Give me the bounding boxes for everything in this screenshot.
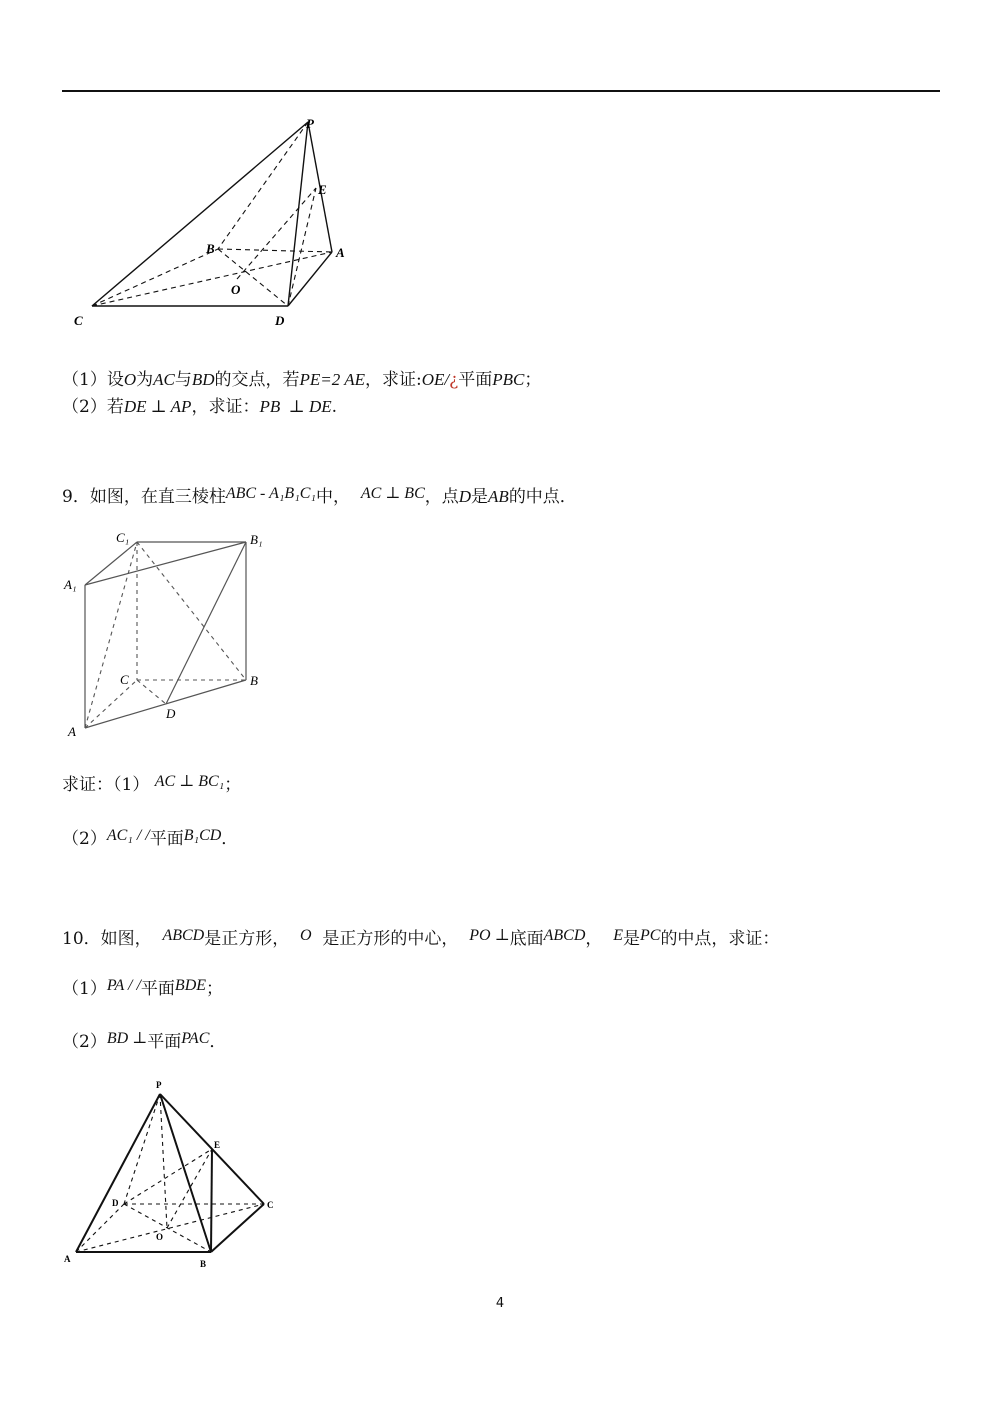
p8-question-2 [62, 396, 337, 418]
fig2-label-A: A [68, 724, 76, 739]
fig3-label-B: B [200, 1259, 207, 1269]
p9-q2-prefix: （2） [62, 829, 107, 849]
fig2-label-A1: A₁ [64, 577, 77, 592]
p10-q2-expr: BD ⊥ [106, 1030, 148, 1047]
p10-intro-ABCD: ABCD [162, 927, 205, 944]
p10-intro [62, 925, 779, 950]
p9-intro-D: D [458, 487, 472, 506]
p10-q2-t1: 平面 [147, 1032, 182, 1052]
fig3-label-D: D [112, 1198, 119, 1208]
fig3-label-E: E [214, 1140, 221, 1150]
page-number: 4 [495, 1296, 505, 1311]
p9-intro-num: 9．如图，在直三棱柱 [62, 487, 226, 507]
p10-intro-t2: 是正方形的中心， [322, 929, 459, 949]
p9-intro-perp: AC ⊥ BC [360, 485, 425, 502]
p10-q2-prefix: （2） [62, 1032, 107, 1052]
fig1-label-D: D [275, 313, 285, 328]
p10-intro-t6: 的中点，求证： [660, 929, 780, 949]
fig3-label-P: P [156, 1080, 162, 1090]
p8-q1-t5: 平面 [458, 370, 493, 390]
p9-q1-expr: AC ⊥ BC₁ [154, 773, 225, 790]
p10-intro-PO: PO ⊥ [469, 927, 510, 944]
p9-q2-plane: B₁CD [183, 827, 222, 844]
p9-intro [62, 483, 577, 508]
fig2-label-B: B [250, 673, 258, 688]
fig3-label-A: A [64, 1254, 71, 1264]
p9-q1-prefix: 求证：（1） [62, 775, 150, 795]
p8-q2-prefix: （2）若 [62, 397, 124, 417]
p9-intro-prism: ABC - A₁B₁C₁ [225, 485, 316, 502]
p9-intro-t1: 中， [316, 487, 350, 507]
p10-intro-base: ABCD [543, 927, 586, 944]
p8-q2-t1: ，求证： [191, 397, 260, 417]
p8-q1-t4: ，求证: [364, 370, 422, 390]
fig3-label-O: O [156, 1232, 164, 1242]
fig2-label-C: C [120, 672, 129, 687]
figure-pyramid-2 [58, 1076, 278, 1276]
p10-q1-expr: PA / / [106, 977, 141, 994]
p8-q1-t2: 与 [174, 370, 192, 390]
p10-intro-PC: PC [639, 927, 661, 944]
p8-q1-glyph: ¿ [449, 370, 459, 390]
p8-q1-t6: ； [524, 370, 542, 390]
p9-q1-end: ； [224, 775, 242, 795]
p10-q2-end: ． [209, 1032, 227, 1052]
p9-q2-expr: AC₁ / / [106, 827, 150, 844]
fig2-label-C1: C₁ [116, 530, 130, 545]
fig1-label-P: P [306, 116, 314, 131]
p8-question-1 [62, 369, 541, 391]
fig1-label-A: A [336, 245, 345, 260]
p9-q2-t1: 平面 [149, 829, 184, 849]
p8-q1-t3: 的交点，若 [214, 370, 300, 390]
p8-q1-BD: BD [191, 370, 215, 389]
p10-q1-t1: 平面 [140, 979, 175, 999]
fig2-label-B1: B₁ [250, 532, 263, 547]
figure-prism [60, 522, 280, 742]
fig3-label-C: C [267, 1200, 274, 1210]
p10-q2-plane: PAC [181, 1030, 210, 1047]
p9-question-2 [62, 825, 238, 850]
p10-intro-t1: 是正方形， [204, 929, 290, 949]
p8-q2-concl: PB ⊥ DE [259, 397, 332, 416]
p10-intro-num: 10．如图， [62, 929, 152, 949]
fig1-label-O: O [231, 282, 241, 297]
fig1-label-E: E [318, 182, 327, 197]
p8-q2-end: . [331, 397, 338, 417]
p9-q2-end: ． [221, 829, 239, 849]
header-rule [62, 90, 940, 92]
p10-intro-t5: 是 [622, 929, 640, 949]
p9-intro-t4: 的中点． [508, 487, 577, 507]
p8-q1-prefix: （1）设 [62, 370, 124, 390]
p10-question-1 [62, 975, 223, 1000]
p8-q1-AC: AC [153, 370, 175, 389]
p8-q2-cond: DE ⊥ AP [123, 397, 192, 416]
p10-q1-prefix: （1） [62, 979, 107, 999]
p10-question-2 [62, 1028, 226, 1053]
p8-q1-O: O [123, 370, 137, 389]
p8-q1-PBC: PBC [492, 370, 525, 389]
p10-intro-O: O [300, 927, 312, 944]
fig1-label-C: C [74, 313, 83, 328]
p9-intro-t2: ，点 [424, 487, 459, 507]
p10-q1-end: ； [206, 979, 224, 999]
p9-intro-AB: AB [488, 487, 509, 506]
p10-intro-E: E [613, 927, 623, 944]
fig2-label-D: D [166, 706, 176, 721]
p9-question-1 [62, 771, 241, 796]
p10-q1-plane: BDE [174, 977, 207, 994]
figure-pyramid-1 [70, 112, 360, 332]
p9-intro-t3: 是 [471, 487, 489, 507]
fig1-label-B: B [206, 241, 215, 256]
p8-q1-OE: OE/ [421, 370, 450, 389]
p10-intro-t4: ， [585, 929, 603, 949]
p8-q1-t1: 为 [136, 370, 154, 390]
p10-intro-t3: 底面 [509, 929, 544, 949]
p8-q1-eq: PE=2 AE [299, 370, 365, 389]
